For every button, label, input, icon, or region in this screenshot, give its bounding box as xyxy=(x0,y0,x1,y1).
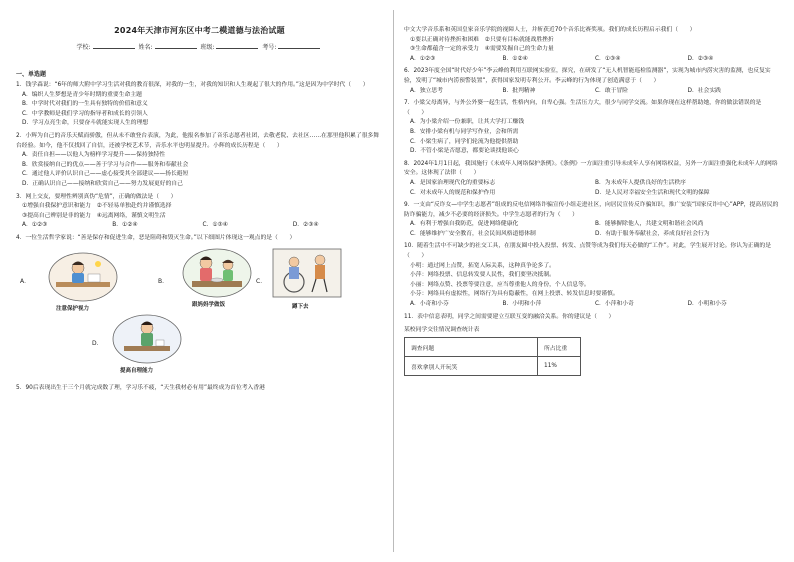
table-cell-percentage: 11% xyxy=(538,357,581,376)
q10-view-4: 小芬：网络具有虚拟性，网络行为具有隐蔽性，在网上投票、转发信息时要谨慎。 xyxy=(410,291,619,298)
student-info-line xyxy=(16,42,383,51)
q10-view-2: 小萍：网络投票、信息转发要人民性，我们要坚决抵制。 xyxy=(410,272,555,279)
q8-option-b[interactable]: B．为未成年人提供良好的生活秩序 xyxy=(595,179,686,186)
column-divider xyxy=(393,10,394,552)
table-header-percentage: 所占比重 xyxy=(538,338,581,357)
q5-statement-2: ③生命都蕴含一定的承受力 ④需要发掘自己的生命力量 xyxy=(410,46,554,53)
q4-caption-d: 提高自理能力 xyxy=(120,367,154,374)
q5-option-a[interactable]: A．①②③ xyxy=(410,55,436,62)
q4-pictures xyxy=(16,248,383,376)
q2-option-b[interactable]: B．欣赏接纳自己的优点——善于学习与合作——服务和奉献社会 xyxy=(22,161,189,168)
survey-table xyxy=(404,337,581,376)
q3-option-c[interactable]: C．①③④ xyxy=(202,222,228,229)
question-3: 3．网上交友，要理性辨别真伪“危情”，正确的做法是（ ） xyxy=(16,193,177,200)
q9-option-a[interactable]: A．有利于增强自我防范，促进网络健康化 xyxy=(410,221,519,228)
q3-statement-2: ③提高自己辨别是非的能力 ④远离网络，谨慎文明生活 xyxy=(22,212,166,219)
q10-option-c[interactable]: C．小萍和小奇 xyxy=(595,301,634,308)
q6-option-a[interactable]: A．独立思考 xyxy=(410,87,443,94)
name-blank[interactable] xyxy=(155,42,197,49)
question-11: 11．表中信息表明，同学之间需要建立互联互变的融洽关系。你的建议是（ ） xyxy=(404,313,615,320)
q5-option-b[interactable]: B．①②④ xyxy=(502,55,528,62)
q3-option-b[interactable]: B．①②④ xyxy=(112,222,138,229)
question-10: 10．随着生活中不可缺少的社交工具，在朋友圈中投入投票、转发、点赞等成为我们每天必做的“工作”。对此，学生展开讨论。你认为正确的是（ ） xyxy=(404,243,771,260)
eye-care-illustration xyxy=(48,252,118,302)
q3-option-d[interactable]: D．②③④ xyxy=(292,222,319,229)
question-9: 9．一支由“反诈女—中学生志愿者”组成的反电信网络诈骗宣传小组走进社区，向居民宣传反诈骗知识，推广安装“国家反诈中心”APP，提高居民的防诈骗能力，减少不必要的经济损失。中学生志愿者的行为（ ） xyxy=(404,202,779,218)
question-1: 1．钱学森说：“6年的师大附中学习生活对我的教育很深，对我的一生，对我的知识和人生观起了很大的作用。”这是因为中学时代（ ） xyxy=(16,82,369,88)
class-blank[interactable] xyxy=(216,42,258,49)
q3-options xyxy=(22,221,383,231)
q4-letter-d[interactable]: D． xyxy=(92,339,103,347)
q4-caption-c: 蹲下去 xyxy=(292,303,309,310)
question-4: 4．一位生活哲学家说：“善是保存和促进生命，恶是阻碍和毁灭生命。”以下细图片体现这一观点的是（ ） xyxy=(16,234,296,241)
q10-option-a[interactable]: A．小奇和小芬 xyxy=(410,301,449,308)
q6-option-c[interactable]: C．敢于冒险 xyxy=(595,87,629,94)
q4-caption-b: 跟妈妈学做饭 xyxy=(192,301,226,308)
table-row xyxy=(405,357,581,376)
q10-options xyxy=(410,300,780,310)
class-label: 班级: xyxy=(200,44,215,51)
exam-no-label: 考号: xyxy=(262,44,277,51)
page-title: 2024年天津市河东区中考二模道德与法治试题 xyxy=(114,26,285,35)
exam-no-blank[interactable] xyxy=(278,42,320,49)
question-2: 2．小辉为自己的音乐天赋而骄傲，但从未不敢登台表演，为此，他报名参加了音乐志愿者社团，去敬老院、去社区……在那里他积累了很多舞台经验。如今，他不仅找回了自信，还被学校艺术节，音乐水平也明显提升。小辉的成长历程是（ ） xyxy=(16,132,380,149)
q9-option-b[interactable]: B．能够摒除他人，共建文明和谐社会风尚 xyxy=(595,221,704,228)
question-5-start: 5．90后表现出生于三个月就完成数了理，学习乐不疲，“天生我材必有用”最终成为首位考入香港 xyxy=(16,384,265,391)
school-label: 学校: xyxy=(76,44,91,51)
q2-option-c[interactable]: C．通过他人评价认识自己——虚心接受其全部建议——扬长避短 xyxy=(22,171,189,178)
q7-option-c[interactable]: C．小梁生病了，同学们轮流为他提供帮助 xyxy=(410,138,519,145)
q2-option-a[interactable]: A．责任自担——以他人为榜样学习提升——保持独特性 xyxy=(22,152,166,159)
q8-option-a[interactable]: A．是国家治理现代化的重要标志 xyxy=(410,179,496,186)
q8-option-d[interactable]: D．是人民对幸福安全生活和现代文明的保障 xyxy=(595,189,710,196)
q4-letter-c[interactable]: C． xyxy=(256,277,267,285)
q6-options xyxy=(410,87,780,97)
q4-letter-a[interactable]: A． xyxy=(20,277,31,285)
q7-option-d[interactable]: D．不管小梁是否愿意，都要论谈找他谈心 xyxy=(410,148,519,155)
q5-statement-1: ①要以正确对待挫折和困难 ②只要有目标就能战胜挫折 xyxy=(410,36,554,43)
question-6: 6．2023年度全国“时代好少年”李云峰的利用互联网实验室，探究，在研发了“无人机智能巡检监测器”，实现为城市内涝灾害的监测，也反复实验，发明了“城市内涝预警装置”，获得国家发明专利公开。李云峰的行为体现了创造满意于（ ） xyxy=(404,68,771,84)
q6-option-d[interactable]: D．社会实践 xyxy=(687,87,721,94)
q1-option-c[interactable]: C．中学教师是我们学习的指导者和成长的引领人 xyxy=(22,110,148,117)
self-care-illustration xyxy=(112,314,182,364)
q3-option-a[interactable]: A．①②③ xyxy=(22,222,48,229)
q4-caption-a: 注意保护视力 xyxy=(56,305,90,312)
q1-option-b[interactable]: B．中学时代对我们的一生具有独特的价值和意义 xyxy=(22,101,148,108)
q1-option-a[interactable]: A．编织人生梦想是青少年时期的重要生命主题 xyxy=(22,91,142,98)
q7-option-b[interactable]: B．安排小梁有机与同学写作业，会和所需 xyxy=(410,128,519,135)
q10-view-1: 小明：通过网上点赞，拓宽人际关系，这种真争论多了。 xyxy=(410,262,555,269)
q10-view-3: 小丽：网络点赞、投票等要注意，应当尊重他人的身份，个人信息等。 xyxy=(410,281,590,288)
q2-option-d[interactable]: D．正确认识自己——接纳和欣赏自己——努力发展更好的自己 xyxy=(22,180,183,187)
q9-option-d[interactable]: D．有助于服务奉献社会，养成良好社会行为 xyxy=(595,230,710,237)
q1-option-d[interactable]: D．学习点亮生命，只要奋斗就能实现人生的理想 xyxy=(22,120,149,127)
question-8: 8．2024年1月1日起，我国施行《未成年人网络保护条例》。《条例》一方面注重引导未成年人享有网络权益，另外一方面注重强化未成年人的网络安全。这体现了法律（ ） xyxy=(404,160,778,177)
q3-statement-1: ①增强自我保护意识和能力 ②不轻易单独赴约并谨慎选择 xyxy=(22,203,172,210)
q5-options xyxy=(410,55,780,65)
question-5-continued: 中文大学音乐系和英国皇家音乐学院的视障人士，并斩获近70个音乐比赛奖项。我们的成长历程启示我们（ ） xyxy=(404,27,696,33)
table-header-question: 调查问题 xyxy=(405,338,538,357)
q6-option-b[interactable]: B．批判精神 xyxy=(502,87,536,94)
school-blank[interactable] xyxy=(93,42,135,49)
q5-option-d[interactable]: D．②③④ xyxy=(687,55,714,62)
q10-option-b[interactable]: B．小明和小萍 xyxy=(502,301,542,308)
wheelchair-illustration xyxy=(272,248,342,298)
q10-option-d[interactable]: D．小明和小芬 xyxy=(687,301,727,308)
right-column xyxy=(404,0,780,562)
question-7: 7．小梁父母离异，与外公外婆一起生活，性格内向，自卑心强。生活压力大，很少与同学交流。如果你现在这样帮助她，你的做法错误的是（ ） xyxy=(404,100,762,116)
q7-option-a[interactable]: A．为小梁介绍一份兼职，让其大学打工赚钱 xyxy=(410,119,525,126)
survey-table-caption: 某校同学交往情况调查统计表 xyxy=(404,327,480,334)
cooking-illustration xyxy=(182,248,252,298)
q5-option-c[interactable]: C．①③④ xyxy=(595,55,621,62)
table-cell-question: 喜欢拿别人开玩笑 xyxy=(405,357,538,376)
section-heading: 一、单选题 xyxy=(16,71,47,78)
left-column xyxy=(16,0,383,562)
table-header-row xyxy=(405,338,581,357)
q8-option-c[interactable]: C．对未成年人的规范和保护作用 xyxy=(410,189,496,196)
q9-option-c[interactable]: C．能够维护广安全教育，社会民间风格道德体制 xyxy=(410,230,536,237)
name-label: 姓名: xyxy=(138,44,153,51)
q4-letter-b[interactable]: B． xyxy=(158,277,169,285)
q9-options xyxy=(410,220,780,239)
q8-options xyxy=(410,179,780,198)
